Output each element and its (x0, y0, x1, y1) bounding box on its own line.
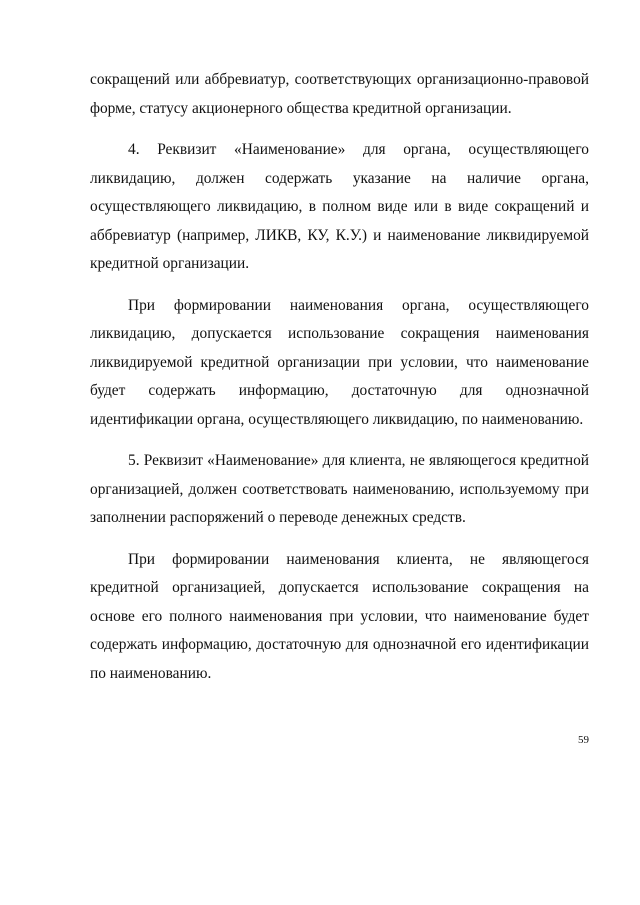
body-text (90, 66, 589, 701)
paragraph-client-abbreviation: При формировании наименования клиента, не являющегося кредитной организацией, допускается использование сокращения на основе его полного наименования при условии, что наименование будет содержать информацию, достаточную для однозначной его идентификации по наименованию. (90, 550, 589, 682)
paragraph-item-5: 5. Реквизит «Наименование» для клиента, не являющегося кредитной организацией, должен соответствовать наименованию, используемому при заполнении распоряжений о переводе денежных средств. (90, 452, 589, 526)
paragraph-liquidator-abbreviation: При формировании наименования органа, осуществляющего ликвидацию, допускается использование сокращения наименования ликвидируемой кредитной организации при условии, что наименование будет содержать информацию, достаточную для однозначной идентификации органа, осуществляющего ликвидацию, по наименованию. (90, 296, 589, 428)
page-number: 59 (578, 734, 589, 746)
paragraph-item-4: 4. Реквизит «Наименование» для органа, осуществляющего ликвидацию, должен содержать указание на наличие органа, осуществляющего ликвидацию, в полном виде или в виде сокращений и аббревиатур (например, ЛИКВ, КУ, К.У.) и наименование ликвидируемой кредитной организации. (90, 141, 589, 272)
paragraph-continuation: сокращений или аббревиатур, соответствующих организационно-правовой форме, статусу акционерного общества кредитной организации. (90, 71, 589, 117)
